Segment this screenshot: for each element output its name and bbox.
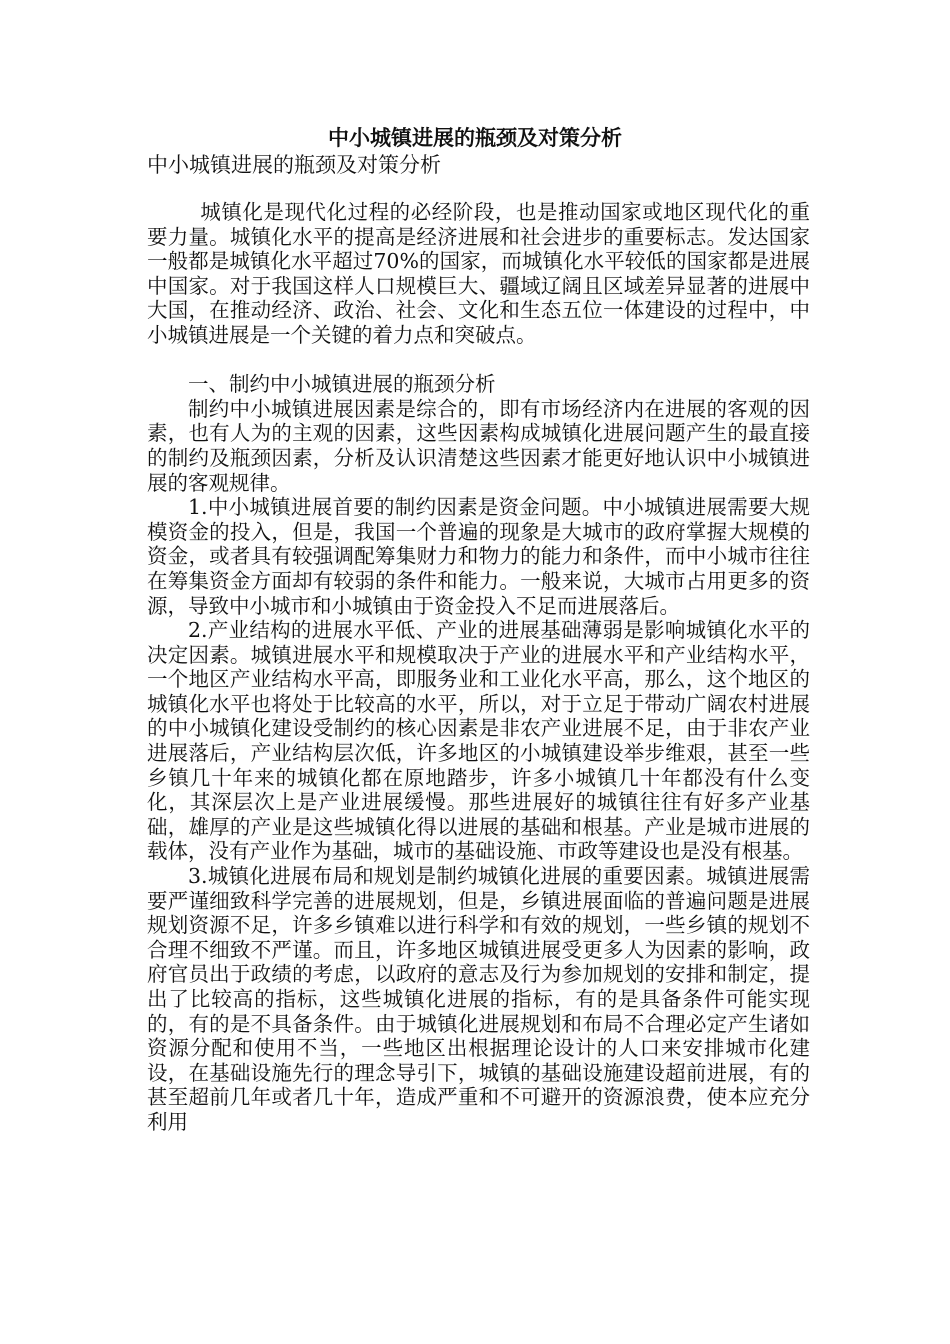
paragraph-spacer <box>147 348 810 373</box>
point-2-paragraph: 2.产业结构的进展水平低、产业的进展基础薄弱是影响城镇化水平的决定因素。城镇进展水平和规模取决于产业的进展水平和产业结构水平，一个地区产业结构水平高，即服务业和工业化水平高，那么，这个地区的城镇化水平也将处于比较高的水平，所以，对于立足于带动广阔农村进展的中小城镇化建设受制约的核心因素是非农产业进展不足，由于非农产业进展落后，产业结构层次低，许多地区的小城镇建设举步维艰，甚至一些乡镇几十年来的城镇化都在原地踏步，许多小城镇几十年都没有什么变化，其深层次上是产业进展缓慢。那些进展好的城镇往往有好多产业基础，雄厚的产业是这些城镇化得以进展的基础和根基。产业是城市进展的载体，没有产业作为基础，城市的基础设施、市政等建设也是没有根基。 <box>147 618 810 864</box>
document-subtitle: 中小城镇进展的瓶颈及对策分析 <box>147 153 441 177</box>
point-1-paragraph: 1.中小城镇进展首要的制约因素是资金问题。中小城镇进展需要大规模资金的投入，但是，我国一个普遍的现象是大城市的政府掌握大规模的资金，或者具有较强调配筹集财力和物力的能力和条件，而中小城市往往在筹集资金方面却有较弱的条件和能力。一般来说，大城市占用更多的资源，导致中小城市和小城镇由于资金投入不足而进展落后。 <box>147 495 810 618</box>
document-body <box>147 200 810 1135</box>
section-intro-paragraph: 制约中小城镇进展因素是综合的，即有市场经济内在进展的客观的因素，也有人为的主观的因素，这些因素构成城镇化进展问题产生的最直接的制约及瓶颈因素，分析及认识清楚这些因素才能更好地认识中小城镇进展的客观规律。 <box>147 396 810 495</box>
document-title: 中小城镇进展的瓶颈及对策分析 <box>328 125 622 150</box>
point-3-paragraph: 3.城镇化进展布局和规划是制约城镇化进展的重要因素。城镇进展需要严谨细致科学完善的进展规划，但是，乡镇进展面临的普遍问题是进展规划资源不足，许多乡镇难以进行科学和有效的规划，一些乡镇的规划不合理不细致不严谨。而且，许多地区城镇进展受更多人为因素的影响，政府官员出于政绩的考虑，以政府的意志及行为参加规划的安排和制定，提出了比较高的指标，这些城镇化进展的指标，有的是具备条件可能实现的，有的是不具备条件。由于城镇化进展规划和布局不合理必定产生诸如资源分配和使用不当，一些地区出根据理论设计的人口来安排城市化建设，在基础设施先行的理念导引下，城镇的基础设施建设超前进展，有的甚至超前几年或者几十年，造成严重和不可避开的资源浪费，使本应充分利用 <box>147 864 810 1134</box>
section-heading: 一、制约中小城镇进展的瓶颈分析 <box>188 372 496 397</box>
intro-paragraph: 城镇化是现代化过程的必经阶段，也是推动国家或地区现代化的重要力量。城镇化水平的提高是经济进展和社会进步的重要标志。发达国家一般都是城镇化水平超过70%的国家，而城镇化水平较低的国家都是进展中国家。对于我国这样人口规模巨大、疆域辽阔且区域差异显著的进展中大国，在推动经济、政治、社会、文化和生态五位一体建设的过程中，中小城镇进展是一个关键的着力点和突破点。 <box>147 200 810 347</box>
